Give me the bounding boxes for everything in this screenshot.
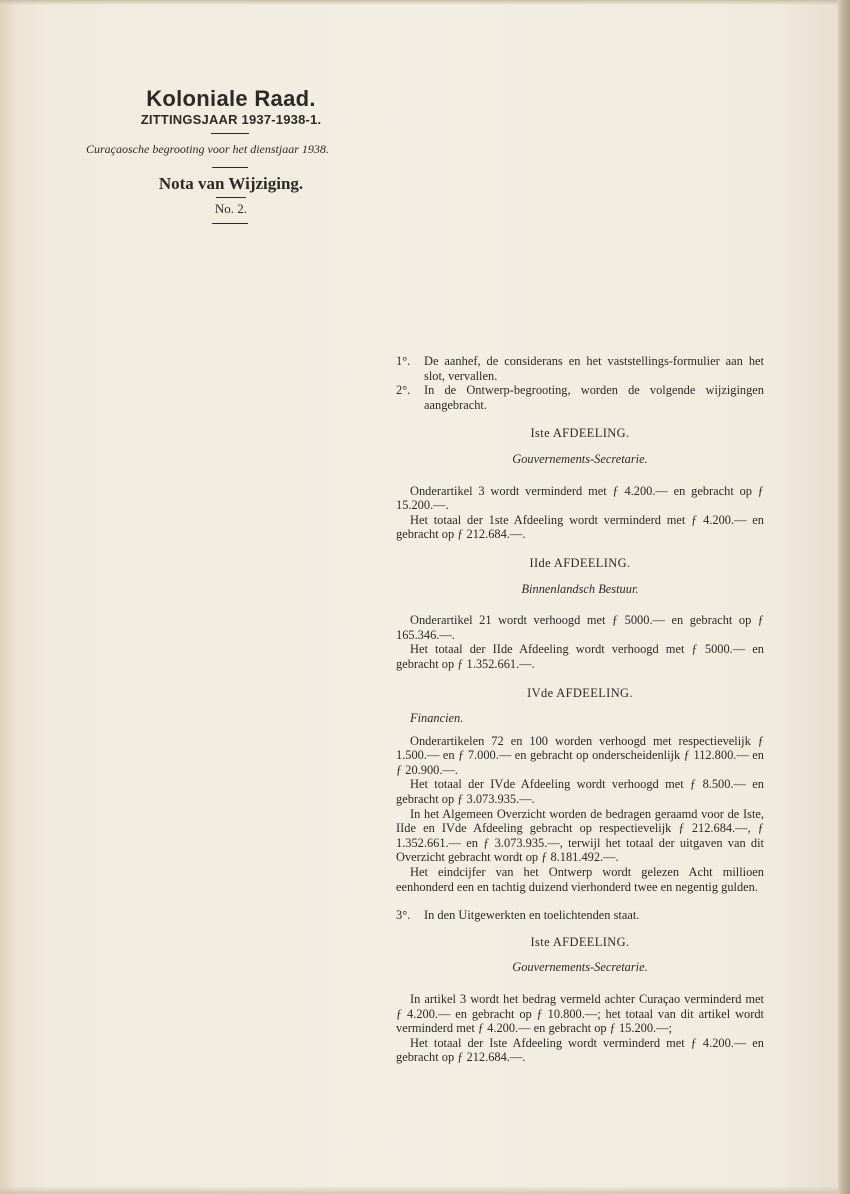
paragraph: In het Algemeen Overzicht worden de bedragen geraamd voor de Iste, IIde en IVde Afdeeling gebracht op respectievelijk ƒ 212.684.—, ƒ 1.352.661.— en ƒ 3.073.935.—, terwijl het totaal der uitgaven van dit Overzicht gebracht wordt op ƒ 8.181.492.—. xyxy=(396,806,764,865)
paragraph: Onderartikel 21 wordt verhoogd met ƒ 5000.— en gebracht op ƒ 165.346.—. xyxy=(396,613,764,642)
point-text: In den Uitgewerkten en toelichtenden staat. xyxy=(424,908,640,923)
point-number: 3°. xyxy=(396,908,411,923)
page-top-edge xyxy=(0,0,850,5)
divider xyxy=(212,167,248,168)
document-header xyxy=(80,86,370,224)
document-body xyxy=(396,354,764,1065)
divider xyxy=(212,223,248,224)
section-subheading: Binnenlandsch Bestuur. xyxy=(521,581,639,596)
divider xyxy=(211,133,249,134)
section-heading: IIde AFDEELING. xyxy=(529,555,631,570)
divider xyxy=(216,197,246,198)
section-heading: IVde AFDEELING. xyxy=(527,685,633,700)
page-left-shadow xyxy=(0,0,16,1194)
session-year: ZITTINGSJAAR 1937-1938-1. xyxy=(140,112,322,127)
section-subheading: Gouvernements-Secretarie. xyxy=(512,451,648,466)
point-2 xyxy=(396,383,764,412)
budget-subject: Curaçaosche begrooting voor het dienstjaar 1938. xyxy=(86,142,329,156)
page-right-edge xyxy=(838,0,850,1194)
point-3 xyxy=(396,908,764,923)
point-number: 2°. xyxy=(396,383,411,398)
section-heading: Iste AFDEELING. xyxy=(530,934,630,949)
paragraph: Onderartikel 3 wordt verminderd met ƒ 4.200.— en gebracht op ƒ 15.200.—. xyxy=(396,483,764,513)
point-number: 1°. xyxy=(396,354,411,368)
section-subheading: Financien. xyxy=(410,711,464,726)
page-bottom-edge xyxy=(0,1186,850,1194)
document-title: Koloniale Raad. xyxy=(146,86,316,111)
point-text: In de Ontwerp-begrooting, worden de volgende wijzigingen aangebracht. xyxy=(424,383,764,412)
paragraph: Het totaal der IIde Afdeeling wordt verhoogd met ƒ 5000.— en gebracht op ƒ 1.352.661.—. xyxy=(396,642,764,671)
paragraph: In artikel 3 wordt het bedrag vermeld achter Curaçao verminderd met ƒ 4.200.— en gebracht op ƒ 10.800.—; het totaal van dit artikel wordt verminderd met ƒ 4.200.— en gebracht op ƒ 15.200.—; xyxy=(396,992,764,1036)
nota-number: No. 2. xyxy=(214,201,248,216)
nota-title: Nota van Wijziging. xyxy=(158,174,304,193)
paragraph: Onderartikelen 72 en 100 worden verhoogd met respectievelijk ƒ 1.500.— en ƒ 7.000.— en gebracht op onderscheidenlijk ƒ 112.800.— en ƒ 20.900.—. xyxy=(396,733,764,777)
paragraph: Het totaal der IVde Afdeeling wordt verhoogd met ƒ 8.500.— en gebracht op ƒ 3.073.935.—. xyxy=(396,777,764,807)
point-text: De aanhef, de considerans en het vaststellings-formulier aan het slot, vervallen. xyxy=(424,354,764,383)
section-subheading: Gouvernements-Secretarie. xyxy=(512,960,648,975)
paragraph: Het totaal der Iste Afdeeling wordt verminderd met ƒ 4.200.— en gebracht op ƒ 212.684.—. xyxy=(396,1035,764,1065)
paragraph: Het eindcijfer van het Ontwerp wordt gelezen Acht millioen eenhonderd een en tachtig duizend vierhonderd twee en negentig gulden. xyxy=(396,865,764,894)
section-heading: Iste AFDEELING. xyxy=(530,426,630,441)
paragraph: Het totaal der 1ste Afdeeling wordt verminderd met ƒ 4.200.— en gebracht op ƒ 212.684.—. xyxy=(396,512,764,542)
point-1 xyxy=(396,354,764,383)
